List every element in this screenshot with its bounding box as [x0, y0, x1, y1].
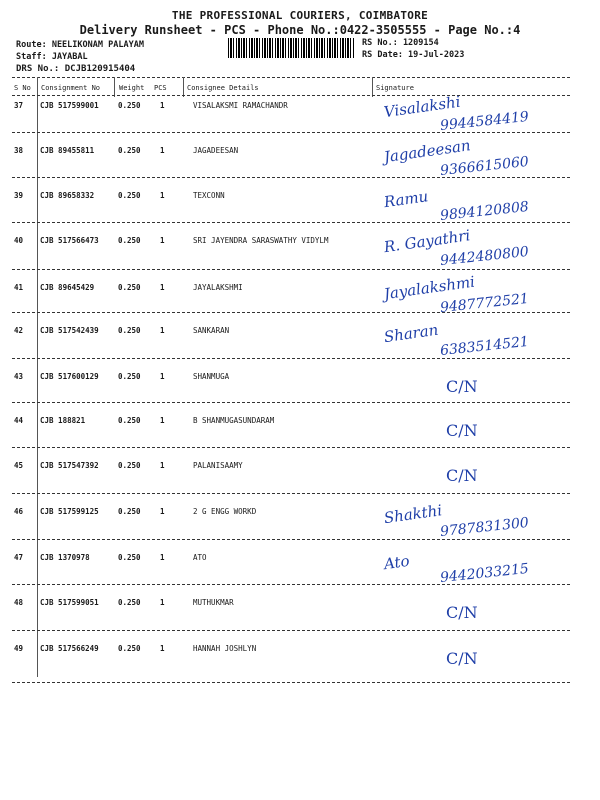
- row-weight: 0.250: [118, 283, 141, 292]
- row-sno: 41: [14, 283, 24, 292]
- rs-date: RS Date: 19-Jul-2023: [362, 50, 465, 60]
- signature-phone: 9442480800: [439, 243, 530, 270]
- row-weight: 0.250: [118, 507, 141, 516]
- header-bottom-rule: [12, 95, 570, 96]
- row-consignment-no: CJB 517599125: [40, 507, 99, 516]
- row-sno: 47: [14, 553, 24, 562]
- row-weight: 0.250: [118, 236, 141, 245]
- row-sno: 44: [14, 416, 24, 425]
- row-separator: [12, 402, 570, 403]
- row-consignment-no: CJB 517599051: [40, 598, 99, 607]
- col-header-consignee: Consignee Details: [187, 84, 259, 92]
- staff-label: Staff: JAYABAL: [16, 52, 88, 62]
- row-sno: 43: [14, 372, 24, 381]
- rs-number: RS No.: 1209154: [362, 38, 439, 48]
- signature-text: Ramu: [382, 187, 430, 212]
- column-divider: [114, 77, 115, 97]
- row-consignment-no: CJB 517600129: [40, 372, 99, 381]
- row-sno: 48: [14, 598, 24, 607]
- signature-text: C/N: [446, 421, 478, 440]
- row-pcs: 1: [160, 326, 165, 335]
- signature-text: C/N: [446, 649, 478, 668]
- row-consignment-no: CJB 188821: [40, 416, 86, 425]
- row-weight: 0.250: [118, 191, 141, 200]
- row-sno: 46: [14, 507, 24, 516]
- row-pcs: 1: [160, 372, 165, 381]
- signature-text: C/N: [446, 603, 478, 622]
- route-label: Route: NEELIKONAM PALAYAM: [16, 40, 144, 50]
- row-consignment-no: CJB 517542439: [40, 326, 99, 335]
- table-row: [0, 553, 600, 567]
- row-consignment-no: CJB 517547392: [40, 461, 99, 470]
- row-sno: 39: [14, 191, 24, 200]
- signature-text: Jayalakshmi: [382, 272, 476, 304]
- row-consignee: ATO: [193, 553, 207, 562]
- row-separator: [12, 132, 570, 133]
- row-pcs: 1: [160, 101, 165, 110]
- table-row: [0, 461, 600, 475]
- row-separator: [12, 630, 570, 631]
- row-consignment-no: CJB 89455811: [40, 146, 95, 155]
- row-weight: 0.250: [118, 326, 141, 335]
- signature-text: Ato: [382, 551, 411, 574]
- row-consignee: MUTHUKMAR: [193, 598, 234, 607]
- signature-phone: 6383514521: [439, 333, 530, 360]
- table-row: [0, 326, 600, 340]
- signature-phone: 9487772521: [439, 290, 530, 317]
- row-pcs: 1: [160, 146, 165, 155]
- row-pcs: 1: [160, 553, 165, 562]
- signature-phone: 9894120808: [439, 198, 530, 225]
- row-pcs: 1: [160, 236, 165, 245]
- page-title: THE PROFESSIONAL COURIERS, COIMBATORE: [171, 9, 429, 22]
- row-consignment-no: CJB 517599001: [40, 101, 99, 110]
- row-separator: [12, 312, 570, 313]
- row-separator: [12, 358, 570, 359]
- row-sno: 40: [14, 236, 24, 245]
- drs-number: DRS No.: DCJB120915404: [16, 64, 136, 74]
- signature-text: C/N: [446, 466, 478, 485]
- col-header-pcs: PCS: [154, 84, 167, 92]
- row-consignee: SANKARAN: [193, 326, 230, 335]
- barcode: [228, 38, 354, 58]
- signature-text: R. Gayathri: [382, 226, 472, 257]
- row-consignment-no: CJB 517566249: [40, 644, 99, 653]
- column-divider: [372, 77, 373, 97]
- row-separator: [12, 493, 570, 494]
- row-sno: 49: [14, 644, 24, 653]
- row-separator: [12, 222, 570, 223]
- row-consignee: SHANMUGA: [193, 372, 230, 381]
- signature-phone: 9366615060: [439, 153, 530, 180]
- row-separator: [12, 177, 570, 178]
- row-consignee: HANNAH JOSHLYN: [193, 644, 257, 653]
- row-weight: 0.250: [118, 644, 141, 653]
- row-consignee: JAYALAKSHMI: [193, 283, 243, 292]
- row-sno: 42: [14, 326, 24, 335]
- row-weight: 0.250: [118, 598, 141, 607]
- row-sno: 37: [14, 101, 24, 110]
- row-weight: 0.250: [118, 146, 141, 155]
- table-row: [0, 283, 600, 297]
- table-row: [0, 191, 600, 205]
- signature-phone: 9944584419: [439, 108, 530, 135]
- col-header-consignment: Consignment No: [41, 84, 101, 92]
- signature-text: C/N: [446, 377, 478, 396]
- signature-text: Visalakshi: [382, 92, 462, 122]
- row-pcs: 1: [160, 507, 165, 516]
- col-header-signature: Signature: [376, 84, 414, 92]
- col-header-sno: S No: [14, 84, 31, 92]
- table-row: [0, 416, 600, 430]
- row-weight: 0.250: [118, 553, 141, 562]
- table-row: [0, 644, 600, 658]
- table-row: [0, 598, 600, 612]
- row-weight: 0.250: [118, 461, 141, 470]
- row-pcs: 1: [160, 644, 165, 653]
- row-consignment-no: CJB 89658332: [40, 191, 95, 200]
- row-separator: [12, 584, 570, 585]
- row-consignee: PALANISAAMY: [193, 461, 243, 470]
- row-consignment-no: CJB 517566473: [40, 236, 99, 245]
- row-pcs: 1: [160, 283, 165, 292]
- row-sno: 45: [14, 461, 24, 470]
- column-divider: [183, 77, 184, 97]
- signature-text: Sharan: [382, 320, 440, 347]
- row-consignee: JAGADEESAN: [193, 146, 239, 155]
- row-consignee: B SHANMUGASUNDARAM: [193, 416, 275, 425]
- table-row: [0, 146, 600, 160]
- row-sno: 38: [14, 146, 24, 155]
- row-weight: 0.250: [118, 372, 141, 381]
- row-consignment-no: CJB 1370978: [40, 553, 90, 562]
- table-row: [0, 101, 600, 115]
- row-weight: 0.250: [118, 416, 141, 425]
- signature-phone: 9442033215: [439, 560, 530, 587]
- row-pcs: 1: [160, 191, 165, 200]
- row-consignee: VISALAKSMI RAMACHANDR: [193, 101, 288, 110]
- table-top-rule: [12, 77, 570, 78]
- signature-phone: 9787831300: [439, 514, 530, 541]
- row-separator: [12, 447, 570, 448]
- signature-text: Shakthi: [382, 501, 444, 528]
- table-row: [0, 507, 600, 521]
- row-consignee: SRI JAYENDRA SARASWATHY VIDYLM: [193, 236, 329, 245]
- row-separator: [12, 269, 570, 270]
- page-subtitle: Delivery Runsheet - PCS - Phone No.:0422-3505555 - Page No.:4: [79, 23, 521, 37]
- table-row: [0, 236, 600, 250]
- row-consignee: 2 G ENGG WORKD: [193, 507, 257, 516]
- row-consignment-no: CJB 89645429: [40, 283, 95, 292]
- row-weight: 0.250: [118, 101, 141, 110]
- row-separator: [12, 539, 570, 540]
- table-row: [0, 372, 600, 386]
- signature-text: Jagadeesan: [382, 136, 472, 167]
- row-pcs: 1: [160, 461, 165, 470]
- row-consignee: TEXCONN: [193, 191, 225, 200]
- row-pcs: 1: [160, 598, 165, 607]
- row-separator: [12, 682, 570, 683]
- col-header-weight: Weight: [119, 84, 145, 92]
- row-pcs: 1: [160, 416, 165, 425]
